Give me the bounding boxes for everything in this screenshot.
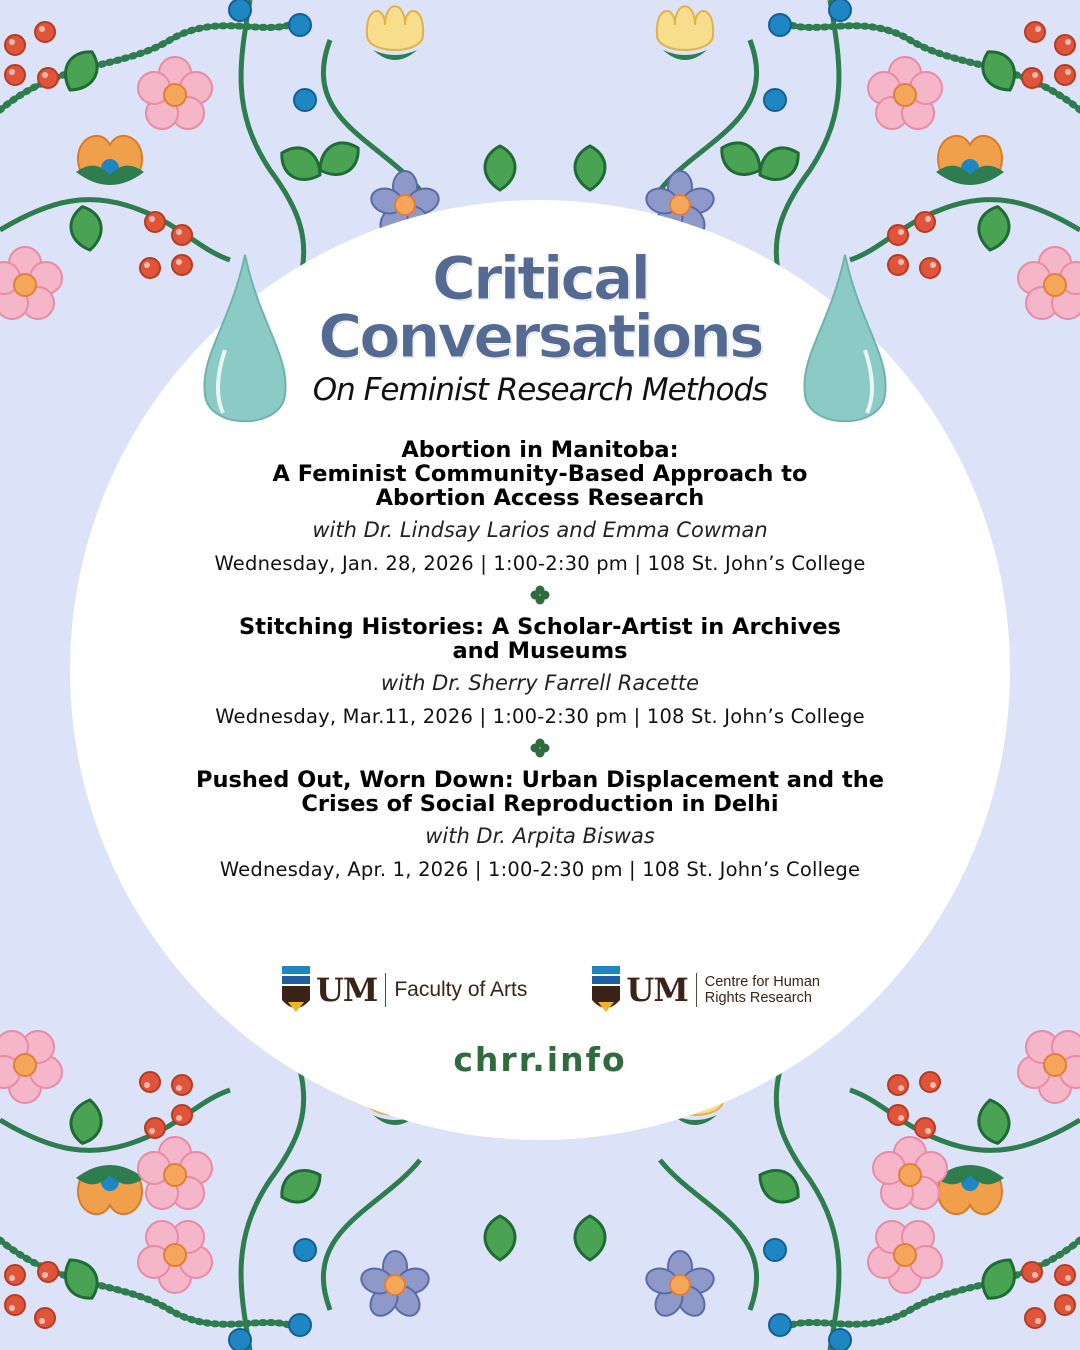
event-1 — [150, 438, 930, 575]
um-crest-icon — [590, 964, 622, 1016]
event-content — [150, 244, 930, 881]
centre-label — [705, 974, 820, 1006]
centre-label-line: Centre for Human — [704, 974, 820, 990]
event-title-line: Abortion Access Research — [375, 485, 705, 511]
event-title-line: and Museums — [452, 638, 628, 664]
title-line-2: Conversations — [318, 302, 762, 372]
event-3 — [150, 768, 930, 881]
title-line-1: Critical — [431, 244, 649, 314]
um-wordmark: UM — [316, 971, 378, 1009]
event-title — [150, 438, 930, 510]
clover-divider-icon — [150, 581, 930, 609]
um-crest-icon — [280, 964, 312, 1016]
event-title — [150, 615, 930, 663]
event-datetime: Wednesday, Apr. 1, 2026 | 1:00-2:30 pm | 108 St. John’s College — [219, 858, 861, 881]
event-title-line: Pushed Out, Worn Down: Urban Displacement and the — [196, 767, 884, 793]
centre-label-line: Rights Research — [704, 990, 812, 1006]
um-wordmark: UM — [626, 971, 688, 1009]
event-speaker: with Dr. Lindsay Larios and Emma Cowman — [312, 518, 768, 542]
event-2 — [150, 615, 930, 728]
event-title-line: Stitching Histories: A Scholar-Artist in Archives — [239, 614, 841, 640]
clover-divider-icon — [150, 734, 930, 762]
event-speaker: with Dr. Arpita Biswas — [425, 824, 655, 848]
website-link[interactable]: chrr.info — [453, 1040, 627, 1079]
sponsor-logos — [280, 960, 820, 1020]
logo-separator — [696, 973, 697, 1007]
faculty-label: Faculty of Arts — [394, 978, 528, 1001]
event-speaker: with Dr. Sherry Farrell Racette — [380, 671, 700, 695]
event-title-line: Abortion in Manitoba: — [401, 437, 679, 463]
event-title — [150, 768, 930, 816]
event-datetime: Wednesday, Jan. 28, 2026 | 1:00-2:30 pm | 108 St. John’s College — [214, 552, 866, 575]
page-subtitle: On Feminist Research Methods — [312, 372, 768, 408]
logo-separator — [385, 973, 386, 1007]
faculty-of-arts-logo — [280, 964, 527, 1016]
event-title-line: A Feminist Community-Based Approach to — [272, 461, 808, 487]
page-title — [150, 244, 930, 372]
chrr-logo — [590, 964, 820, 1016]
event-title-line: Crises of Social Reproduction in Delhi — [301, 791, 779, 817]
event-datetime: Wednesday, Mar.11, 2026 | 1:00-2:30 pm | 108 St. John’s College — [215, 705, 865, 728]
